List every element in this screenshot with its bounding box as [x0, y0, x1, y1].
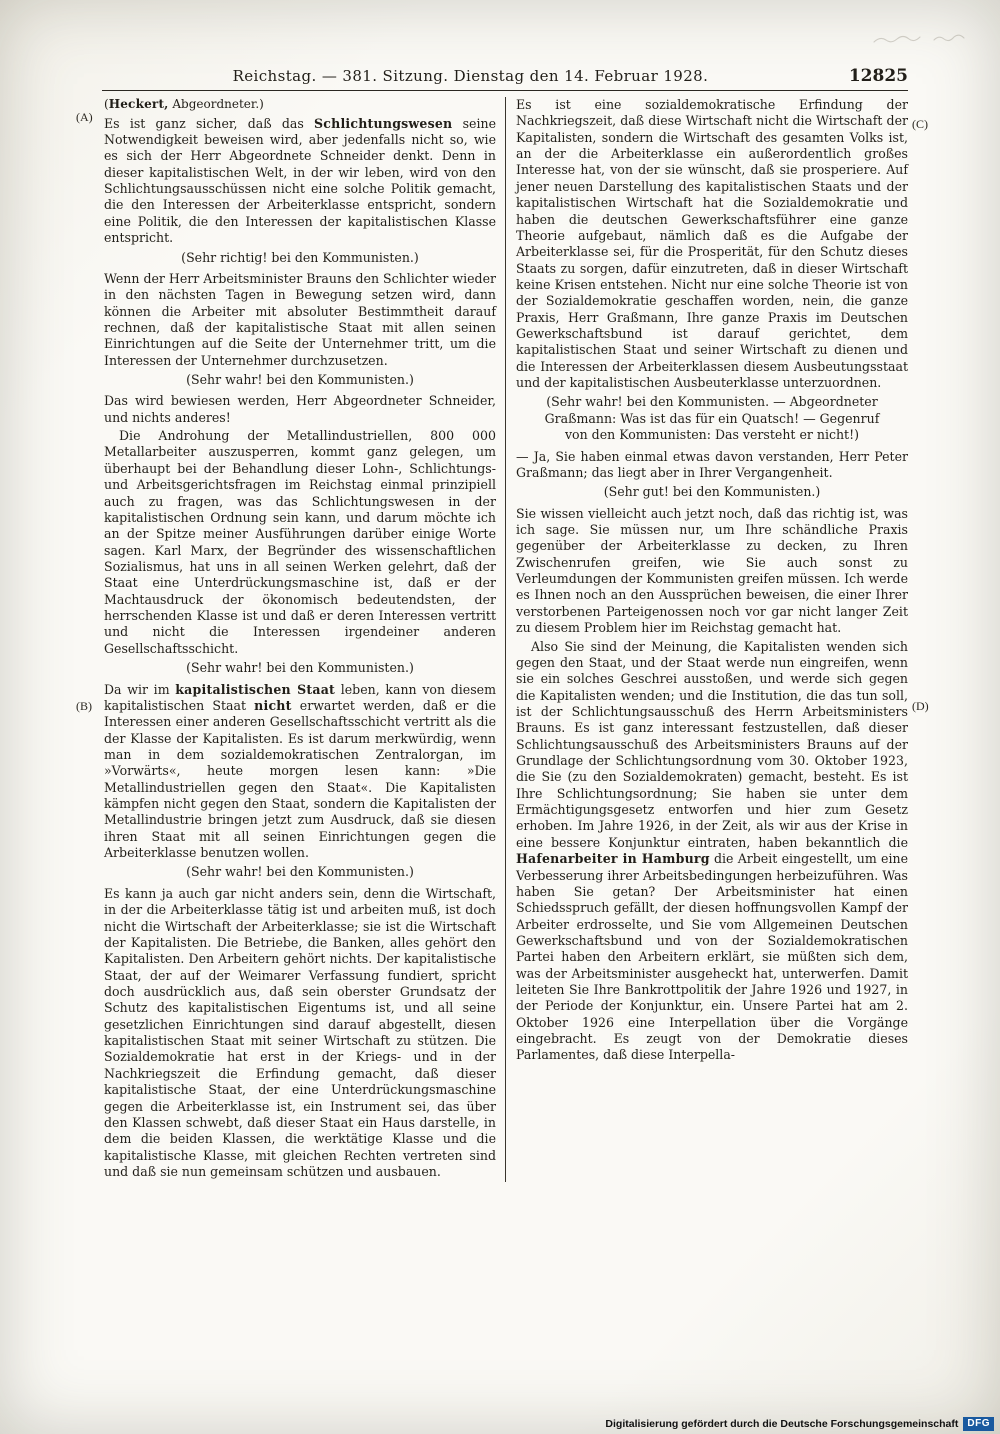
- speaker-note: (Heckert, Abgeordneter.): [104, 97, 264, 111]
- column-left: [104, 97, 505, 1182]
- margin-label-c: (C): [912, 117, 928, 131]
- interjection-paragraph: (Sehr wahr! bei den Kommunisten.): [186, 864, 414, 880]
- header-rule: [102, 90, 908, 91]
- interjection-paragraph: (Sehr richtig! bei den Kommunisten.): [181, 249, 419, 265]
- column-right: [505, 97, 908, 1182]
- margin-label-d: (D): [912, 699, 929, 713]
- speech-paragraph: Also Sie sind der Meinung, die Kapitalisten wenden sich gegen den Staat, und der Staat werde nun eingreifen, wenn sie ein solches Geschrei ausstoßen, und werde sich gegen die Kapitalisten wenden; und die Institution, die das tun soll, ist der Schlichtungsausschuß des Herrn Arbeitsministers Brauns. Es ist ganz interessant festzustellen, daß dieser Schlichtungsausschuß des Arbeitsministers Brauns auf der Grundlage der Schlichtungsordnung vom 30. Oktober 1923, die Sie (zu den Sozialdemokraten) gemacht, besteht. Es ist Ihre Schlichtungsordnung; Sie haben sie unter dem Ermächtigungsgesetz entworfen und hier zum Gesetz erhoben. Im Jahre 1926, in der Zeit, als wir aus der Krise in eine bessere Konjunktur eintraten, haben bekanntlich die Hafenarbeiter in Hamburg die Arbeit eingestellt, um eine Verbesserung ihrer Arbeitsbedingungen herbeizuführen. Was haben Sie getan? Der Arbeitsminister hat einen Schiedsspruch gefällt, der diesen hoffnungsvollen Kampf der Arbeiter erdrosselte, und Sie vom Allgemeinen Deutschen Gewerkschaftsbund und von der Sozialdemokratischen Partei haben den Arbeitern erklärt, sie müßten sich dem, was der Arbeitsminister ausgeheckt hat, unterwerfen. Damit leiteten Sie Ihre Bankrottpolitik der Jahre 1926 und 1927, in der Periode der Konjunktur, ein. Unsere Partei hat am 2. Oktober 1926 eine Interpellation über die Vorgänge eingebracht. Es zeugt von der Demokratie dieses Parlamentes, daß diese Interpella-: [516, 638, 908, 1063]
- speech-paragraph: Es ist ganz sicher, daß das Schlichtungswesen seine Notwendigkeit beweisen wird, aber jedenfalls nicht so, wie es sich der Herr Abgeordnete Schneider denkt. Denn in dieser kapitalistischen Welt, in der wir leben, wird von den Schlichtungsausschüssen nicht eine solche Politik gemacht, die den Interessen der Arbeiterklasse entspricht, sondern eine Politik, die den Interessen der kapitalistischen Klasse entspricht.: [104, 115, 496, 246]
- speech-paragraph: Die Androhung der Metallindustriellen, 800 000 Metallarbeiter auszusperren, kommt ganz gelegen, um überhaupt bei der Behandlung dieser Lohn-, Schlichtungs- und Arbeitsgerichtsfragen im Reichstag einmal prinzipiell auch zu fragen, was das Schlichtungswesen in der kapitalistischen Ordnung sein kann, und darum möchte ich an der Spitze meiner Ausführungen darüber einige Worte sagen. Karl Marx, der Begründer des wissenschaftlichen Sozialismus, hat uns in all seinen Werken gelehrt, daß der Staat eine Unterdrückungsmaschine ist, daß er der Machtausdruck der ökonomisch bedeutendsten, der herrschenden Klasse ist und daß er deren Interessen vertritt und nicht die Interessen irgendeiner anderen Gesellschaftsschicht.: [104, 428, 496, 656]
- margin-label-a: (A): [76, 110, 93, 124]
- speech-paragraph: Das wird bewiesen werden, Herr Abgeordneter Schneider, und nichts anderes!: [104, 393, 496, 425]
- pencil-mark: [872, 30, 968, 48]
- interjection-paragraph: (Sehr gut! bei den Kommunisten.): [603, 484, 821, 500]
- dfg-logo: DFG: [963, 1417, 994, 1431]
- credit-text: Digitalisierung gefördert durch die Deutsche Forschungsgemeinschaft: [605, 1418, 959, 1430]
- text-columns: [104, 97, 908, 1182]
- page-number: 12825: [848, 66, 908, 86]
- interjection-paragraph: (Sehr wahr! bei den Kommunisten.): [186, 372, 414, 388]
- speech-paragraph: Es ist eine sozialdemokratische Erfindung der Nachkriegszeit, daß diese Wirtschaft nicht die Wirtschaft der Kapitalisten, sondern die Wirtschaft des gesamten Volks ist, an der die Arbeiterklasse ein außerordentlich großes Interesse hat, von der sie wünscht, daß sie prosperiere. Auf jener neuen Darstellung des kapitalistischen Staats und der kapitalistischen Wirtschaft hat die Sozialdemokratie und haben die deutschen Gewerkschaftsführer eine ganze Theorie aufgebaut, nämlich daß es die Aufgabe der Arbeiterklasse sei, für die Prosperität, für den Schutz dieses Staats zu sorgen, dafür einzutreten, daß in dieser Wirtschaft keine Krisen entstehen. Nicht nur eine solche Theorie ist von der Sozialdemokratie geschaffen worden, nein, die ganze Praxis, Herr Graßmann, Ihre ganze Praxis im Deutschen Gewerkschaftsbund ist darauf gerichtet, dem kapitalistischen Staat und seiner Wirtschaft zu dienen und die Interessen der Arbeiterklassen diesem Ausbeutungsstaat und der kapitalistischen Ausbeuterklasse unterzuordnen.: [516, 97, 908, 391]
- speech-paragraph: Sie wissen vielleicht auch jetzt noch, daß das richtig ist, was ich sage. Sie müssen nur, um Ihre schändliche Praxis gegenüber der Arbeiterklasse zu decken, zu Ihren Zwischenrufen greifen, wie Sie auch sonst zu Verleumdungen der Kommunisten greifen müssen. Ich werde es Ihnen noch an den Aussprüchen beweisen, die einer Ihrer verstorbenen Parteigenossen noch vor gar nicht langer Zeit zu diesem Problem hier im Reichstag gemacht hat.: [516, 505, 908, 636]
- interjection-paragraph: (Sehr wahr! bei den Kommunisten.): [186, 660, 414, 676]
- speech-paragraph: Da wir im kapitalistischen Staat leben, kann von diesem kapitalistischen Staat nicht erwartet werden, daß er die Interessen einer anderen Gesellschaftsschicht vertritt als die der Klasse der Kapitalisten. Es ist darum merkwürdig, wenn man in dem sozialdemokratischen Zentralorgan, im »Vorwärts«, heute morgen lesen kann: »Die Metallindustriellen gegen den Staat«. Die Kapitalisten kämpfen nicht gegen den Staat, sondern die Kapitalisten der Metallindustrie bringen jetzt zum Ausdruck, daß sie diesen ihren Staat mit all seinen Einrichtungen gegen die Arbeiterklasse benutzen wollen.: [104, 681, 496, 861]
- speech-paragraph: Wenn der Herr Arbeitsminister Brauns den Schlichter wieder in den nächsten Tagen in Bewegung setzen wird, dann können die Arbeiter mit absoluter Bestimmtheit darauf rechnen, daß der kapitalistische Staat mit allen seinen Einrichtungen auf die Seite der Unternehmer tritt, um die Interessen der Unternehmer durchzusetzen.: [104, 270, 496, 368]
- page-header: [102, 66, 908, 86]
- margin-label-b: (B): [76, 699, 92, 713]
- digitization-credit: [605, 1417, 994, 1431]
- speech-paragraph: Es kann ja auch gar nicht anders sein, denn die Wirtschaft, in der die Arbeiterklasse tätig ist und arbeiten muß, ist doch nicht die Wirtschaft der Arbeiterklasse; sie ist die Wirtschaft der Kapitalisten. Die Betriebe, die Banken, alles gehört den Kapitalisten. Den Arbeitern gehört nichts. Der kapitalistische Staat, der auf der Weimarer Verfassung fundiert, spricht doch ausdrücklich aus, daß sein oberster Grundsatz der Schutz des kapitalistischen Eigentums ist, und all seine gesetzlichen Einrichtungen sind darauf abgestellt, diesen kapitalistischen Staat mit seiner Wirtschaft zu stützen. Die Sozialdemokratie hat erst in der Kriegs- und in der Nachkriegszeit die Erfindung gemacht, daß dieser kapitalistische Staat, der eine Unterdrückungsmaschine gegen die Arbeiterklasse ist, ein Instrument sei, das über den Klassen schwebt, daß dieser Staat ein Haus darstelle, in dem die beiden Klassen, die werktätige Klasse und die kapitalistische Klasse, mit gleichen Rechten vertreten sind und daß sie nun gemeinsam schützen und ausbauen.: [104, 885, 496, 1179]
- interjection-paragraph: (Sehr wahr! bei den Kommunisten. — Abgeordneter Graßmann: Was ist das für ein Quatsch! — Gegenruf von den Kommunisten: Das versteht er nicht!): [544, 394, 880, 443]
- speech-paragraph: — Ja, Sie haben einmal etwas davon verstanden, Herr Peter Graßmann; das liegt aber in Ihrer Vergangenheit.: [516, 448, 908, 480]
- session-title: Reichstag. — 381. Sitzung. Dienstag den 14. Februar 1928.: [232, 67, 709, 85]
